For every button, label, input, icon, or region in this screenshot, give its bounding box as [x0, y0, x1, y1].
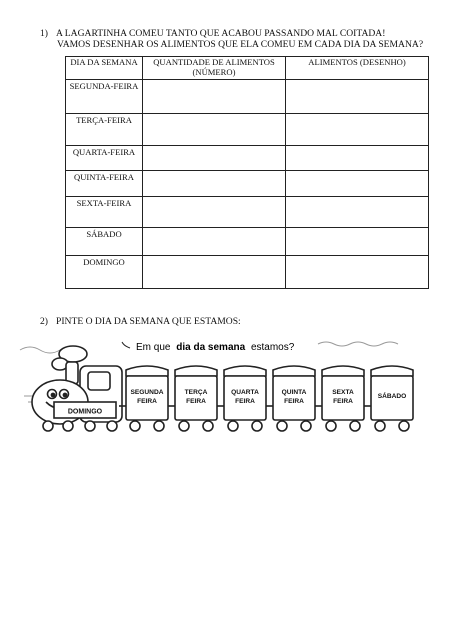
wagon[interactable]: [168, 366, 217, 431]
wagon-label-line-2: FEIRA: [235, 398, 255, 405]
table-row: [66, 197, 429, 228]
banner-tail: [122, 342, 130, 348]
quantity-cell[interactable]: [143, 197, 286, 228]
quantity-cell[interactable]: [143, 228, 286, 256]
banner-prefix: Em que: [136, 342, 171, 353]
header-drawing: ALIMENTOS (DESENHO): [286, 57, 429, 80]
wheel: [85, 421, 95, 431]
wagon-label-line-2: FEIRA: [284, 398, 304, 405]
wheel: [154, 421, 164, 431]
drawing-cell[interactable]: [286, 228, 429, 256]
engine-pupil: [51, 393, 54, 396]
wagon-roof: [322, 366, 364, 376]
table-row: [66, 171, 429, 197]
wagon[interactable]: [119, 366, 168, 431]
question-1: [40, 28, 423, 50]
wagon-roof: [224, 366, 266, 376]
table-row: [66, 228, 429, 256]
day-cell: QUINTA-FEIRA: [66, 171, 143, 197]
wheel: [203, 421, 213, 431]
wagon-label-line-1: SEGUNDA: [130, 389, 164, 396]
question-2-number: 2): [40, 316, 48, 327]
wagon-label-line-1: QUARTA: [231, 389, 259, 396]
question-1-line-2: VAMOS DESENHAR OS ALIMENTOS QUE ELA COMEU EM CADA DIA DA SEMANA?: [57, 39, 424, 50]
wheel: [63, 421, 73, 431]
question-2: [40, 316, 241, 327]
week-table: [65, 56, 429, 289]
banner-suffix: estamos?: [250, 342, 295, 353]
day-cell: DOMINGO: [66, 256, 143, 289]
wheel: [43, 421, 53, 431]
drawing-cell[interactable]: [286, 80, 429, 114]
drawing-cell[interactable]: [286, 114, 429, 146]
table-row: [66, 114, 429, 146]
train-illustration: [18, 336, 418, 436]
wagon-label-line-2: FEIRA: [186, 398, 206, 405]
wheel: [375, 421, 385, 431]
quantity-cell[interactable]: [143, 146, 286, 171]
header-day: DIA DA SEMANA: [66, 57, 143, 80]
banner-bold: dia da semana: [176, 342, 246, 353]
engine-pupil: [63, 393, 66, 396]
wheel: [326, 421, 336, 431]
drawing-cell[interactable]: [286, 197, 429, 228]
wagon[interactable]: [364, 366, 413, 431]
wagon-group: [119, 366, 413, 431]
wagon[interactable]: [266, 366, 315, 431]
quantity-cell[interactable]: [143, 80, 286, 114]
wagon-label-line-1: SEXTA: [332, 389, 354, 396]
wagon-label-line-2: FEIRA: [333, 398, 353, 405]
header-quantity: QUANTIDADE DE ALIMENTOS (NÚMERO): [143, 57, 286, 80]
quantity-cell[interactable]: [143, 171, 286, 197]
wagon-roof: [175, 366, 217, 376]
wagon-label-line-1: TERÇA: [184, 389, 208, 396]
wagon-roof: [273, 366, 315, 376]
wagon-label-line-1: SÁBADO: [377, 393, 407, 400]
wagon-label-line-1: QUINTA: [281, 389, 307, 396]
wheel: [350, 421, 360, 431]
question-1-line-1: [40, 28, 423, 39]
quantity-cell[interactable]: [143, 114, 286, 146]
wagon[interactable]: [315, 366, 364, 431]
table-row: [66, 256, 429, 289]
engine-label: DOMINGO: [67, 408, 103, 416]
wagon-roof: [126, 366, 168, 376]
quantity-cell[interactable]: [143, 256, 286, 289]
wheel: [107, 421, 117, 431]
table-row: [66, 80, 429, 114]
wheel: [228, 421, 238, 431]
wheel: [252, 421, 262, 431]
wheel: [179, 421, 189, 431]
table-row: [66, 146, 429, 171]
wheel: [399, 421, 409, 431]
drawing-cell[interactable]: [286, 171, 429, 197]
engine-window: [88, 372, 110, 390]
question-1-number: 1): [40, 28, 48, 39]
wheel: [130, 421, 140, 431]
banner-text: [136, 342, 295, 353]
wheel: [277, 421, 287, 431]
drawing-cell[interactable]: [286, 256, 429, 289]
table-header-row: [66, 57, 429, 80]
wheel: [301, 421, 311, 431]
question-1-text-1: A LAGARTINHA COMEU TANTO QUE ACABOU PASSANDO MAL COITADA!: [56, 28, 386, 39]
wagon-label-line-2: FEIRA: [137, 398, 157, 405]
question-2-text: PINTE O DIA DA SEMANA QUE ESTAMOS:: [56, 316, 241, 327]
day-cell: SEXTA-FEIRA: [66, 197, 143, 228]
day-cell: SÁBADO: [66, 228, 143, 256]
wagon-roof: [371, 366, 413, 376]
drawing-cell[interactable]: [286, 146, 429, 171]
day-cell: QUARTA-FEIRA: [66, 146, 143, 171]
day-cell: SEGUNDA-FEIRA: [66, 80, 143, 114]
day-cell: TERÇA-FEIRA: [66, 114, 143, 146]
wagon[interactable]: [217, 366, 266, 431]
